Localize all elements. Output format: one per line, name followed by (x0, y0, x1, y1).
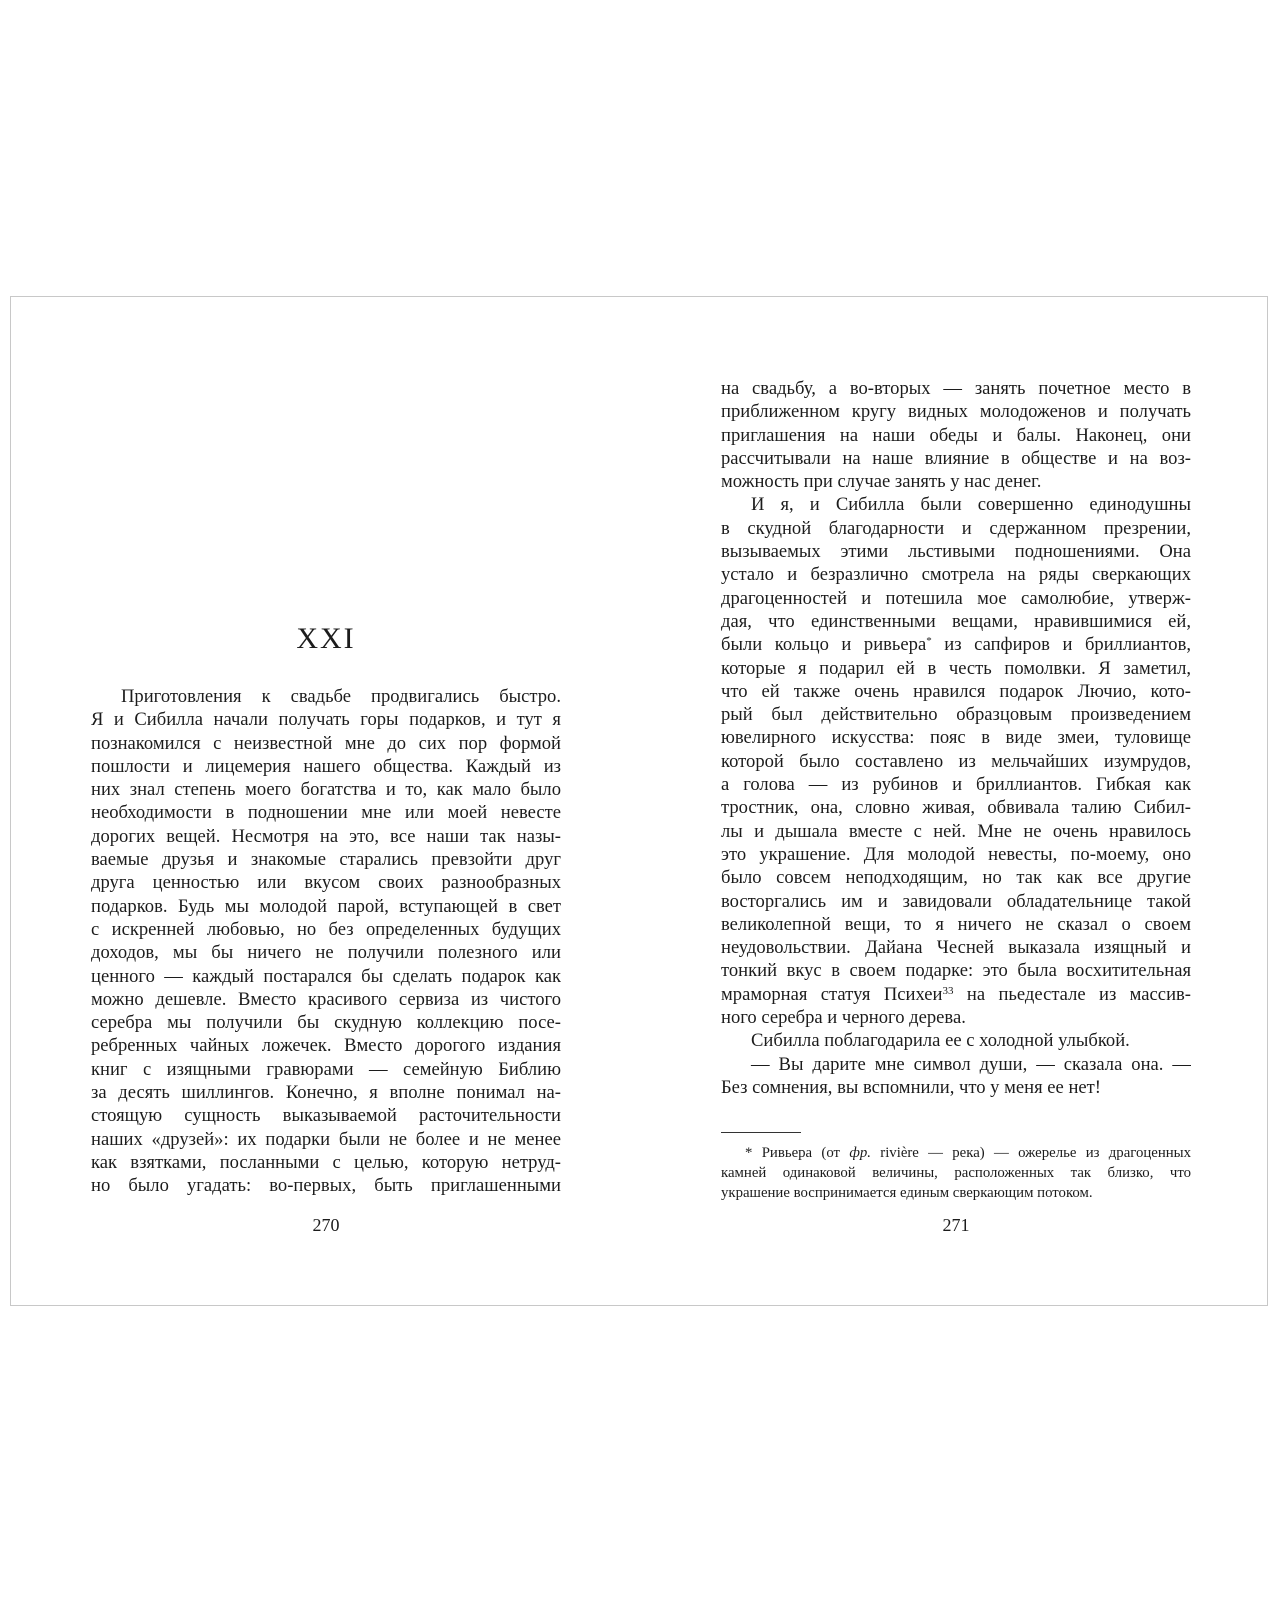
book-spread (10, 296, 1268, 1306)
text-line: рый был действительно образцовым произведением (721, 704, 1191, 726)
text-line: ного серебра и черного дерева. (721, 1007, 966, 1029)
text-line: доходов, мы бы ничего не получили полезного или (91, 942, 561, 964)
text-line: вызываемых этими льстивыми подношениями. Она (721, 541, 1191, 563)
chapter-heading: XXI (296, 622, 356, 655)
footnote-line: камней одинаковой величины, расположенных так близко, что (721, 1165, 1191, 1181)
text-line: Сибилла поблагодарила ее с холодной улыбкой. (751, 1030, 1130, 1052)
page-number-left: 270 (312, 1215, 340, 1235)
text-line (721, 633, 1191, 656)
text-line: Приготовления к свадьбе продвигались быстро. (121, 686, 561, 707)
text-fragment: из сапфиров и бриллиантов, (944, 634, 1191, 656)
text-line: стоящую сущность выказываемой расточительности (91, 1105, 561, 1127)
text-fragment: на пьедестале из массив- (966, 983, 1191, 1005)
endnote-marker[interactable]: 33 (942, 984, 954, 997)
text-line: это украшение. Для молодой невесты, по-моему, оно (721, 843, 1191, 865)
footnote-divider (721, 1132, 801, 1133)
text-line: ваемые друзья и знакомые старались превзойти друг (91, 849, 561, 871)
text-line: приглашения на наши обеды и балы. Наконец, они (721, 424, 1191, 446)
text-line: на свадьбу, а во-вторых — занять почетное место в (721, 378, 1191, 399)
text-line: И я, и Сибилла были совершенно единодушны (751, 494, 1191, 516)
text-line: драгоценностей и потешила мое самолюбие, утверж- (721, 587, 1191, 609)
left-page-text (91, 685, 561, 1198)
text-line: но было угадать: во-первых, быть приглашенными (91, 1175, 561, 1197)
text-line: за десять шиллингов. Конечно, я вполне понимал на- (91, 1082, 561, 1104)
text-line: рассчитывали на наше влияние в обществе и на воз- (721, 447, 1191, 469)
text-line: лы и дышала вместе с ней. Мне не очень нравилось (721, 820, 1191, 842)
text-line: друга ценностью или вкусом своих разнообразных (91, 872, 561, 894)
text-line: в скудной благодарности и сдержанном презрении, (721, 517, 1191, 539)
text-line: подарков. Будь мы молодой парой, вступающей в свет (91, 895, 561, 917)
text-line: Без сомнения, вы вспомнили, что у меня ее нет! (721, 1076, 1101, 1098)
text-line: ценного — каждый постарался бы сделать подарок как (91, 965, 561, 987)
text-line: устало и безразлично смотрела на ряды сверкающих (721, 564, 1191, 586)
text-line: книг с изящными гравюрами — семейную Библию (91, 1058, 561, 1080)
text-line: необходимости в подношении мне или моей невесте (91, 802, 561, 824)
footnote-marker[interactable]: * (926, 635, 932, 648)
text-line (721, 983, 1191, 1006)
text-line: ювелирного искусства: пояс в виде змеи, туловище (721, 727, 1191, 749)
text-line: что ей также очень нравился подарок Лючио, кото- (721, 680, 1191, 702)
footnote-line: украшение воспринимается единым сверкающим потоком. (721, 1185, 1093, 1201)
text-line: как взятками, посланными с целью, которую нетруд- (91, 1151, 561, 1173)
text-line: можно дешевле. Вместо красивого сервиза из чистого (91, 988, 561, 1010)
footnote (721, 1143, 1191, 1203)
footnote-lang-abbrev: фр. (849, 1145, 871, 1161)
text-line: них знал степень моего богатства и то, как мало было (91, 779, 561, 801)
page-number-right: 271 (942, 1215, 970, 1235)
text-line: дая, что единственными вещами, нравившимися ей, (721, 610, 1191, 632)
right-page-text (721, 377, 1191, 1099)
text-fragment: мраморная статуя Психеи (721, 983, 943, 1005)
text-line: ребренных чайных ложечек. Вместо дорогого издания (91, 1035, 561, 1057)
text-line: дорогих вещей. Несмотря на это, все наши так назы- (91, 825, 561, 847)
text-line: было совсем неподходящим, но так как все другие (721, 867, 1191, 889)
text-line: — Вы дарите мне символ души, — сказала она. — (751, 1053, 1191, 1075)
text-fragment: были кольцо и ривьера (721, 634, 927, 656)
text-line: наших «друзей»: их подарки были не более и не менее (91, 1128, 561, 1150)
text-line: с искренней любовью, но без определенных будущих (91, 918, 561, 940)
text-line: а голова — из рубинов и бриллиантов. Гибкая как (721, 774, 1191, 796)
text-line: пошлости и лицемерия нашего общества. Каждый из (91, 755, 561, 777)
text-line: тростник, она, словно живая, обвивала талию Сибил- (721, 797, 1191, 819)
text-line: великолепной вещи, то я ничего не сказал о своем (721, 913, 1191, 935)
text-line: которой было составлено из мельчайших изумрудов, (721, 750, 1191, 772)
text-line: серебра мы получили бы скудную коллекцию посе- (91, 1012, 561, 1034)
text-line: познакомился с неизвестной мне до сих пор формой (91, 732, 561, 754)
footnote-lead: * Ривьера (от (745, 1145, 841, 1161)
text-line: восторгались им и завидовали обладательнице такой (721, 890, 1191, 912)
text-line: неудовольствии. Дайана Чесней выказала изящный и (721, 937, 1191, 959)
text-line: приближенном кругу видных молодоженов и получать (721, 401, 1191, 423)
text-line: Я и Сибилла начали получать горы подарков, и тут я (91, 709, 561, 731)
text-line: можность при случае занять у нас денег. (721, 471, 1042, 493)
footnote-line (721, 1143, 1191, 1163)
text-line: тонкий вкус в своем подарке: это была восхитительная (721, 960, 1191, 982)
text-line: которые я подарил ей в честь помолвки. Я заметил, (721, 657, 1191, 679)
footnote-text: rivière — река) — ожерелье из драгоценных (880, 1145, 1191, 1161)
